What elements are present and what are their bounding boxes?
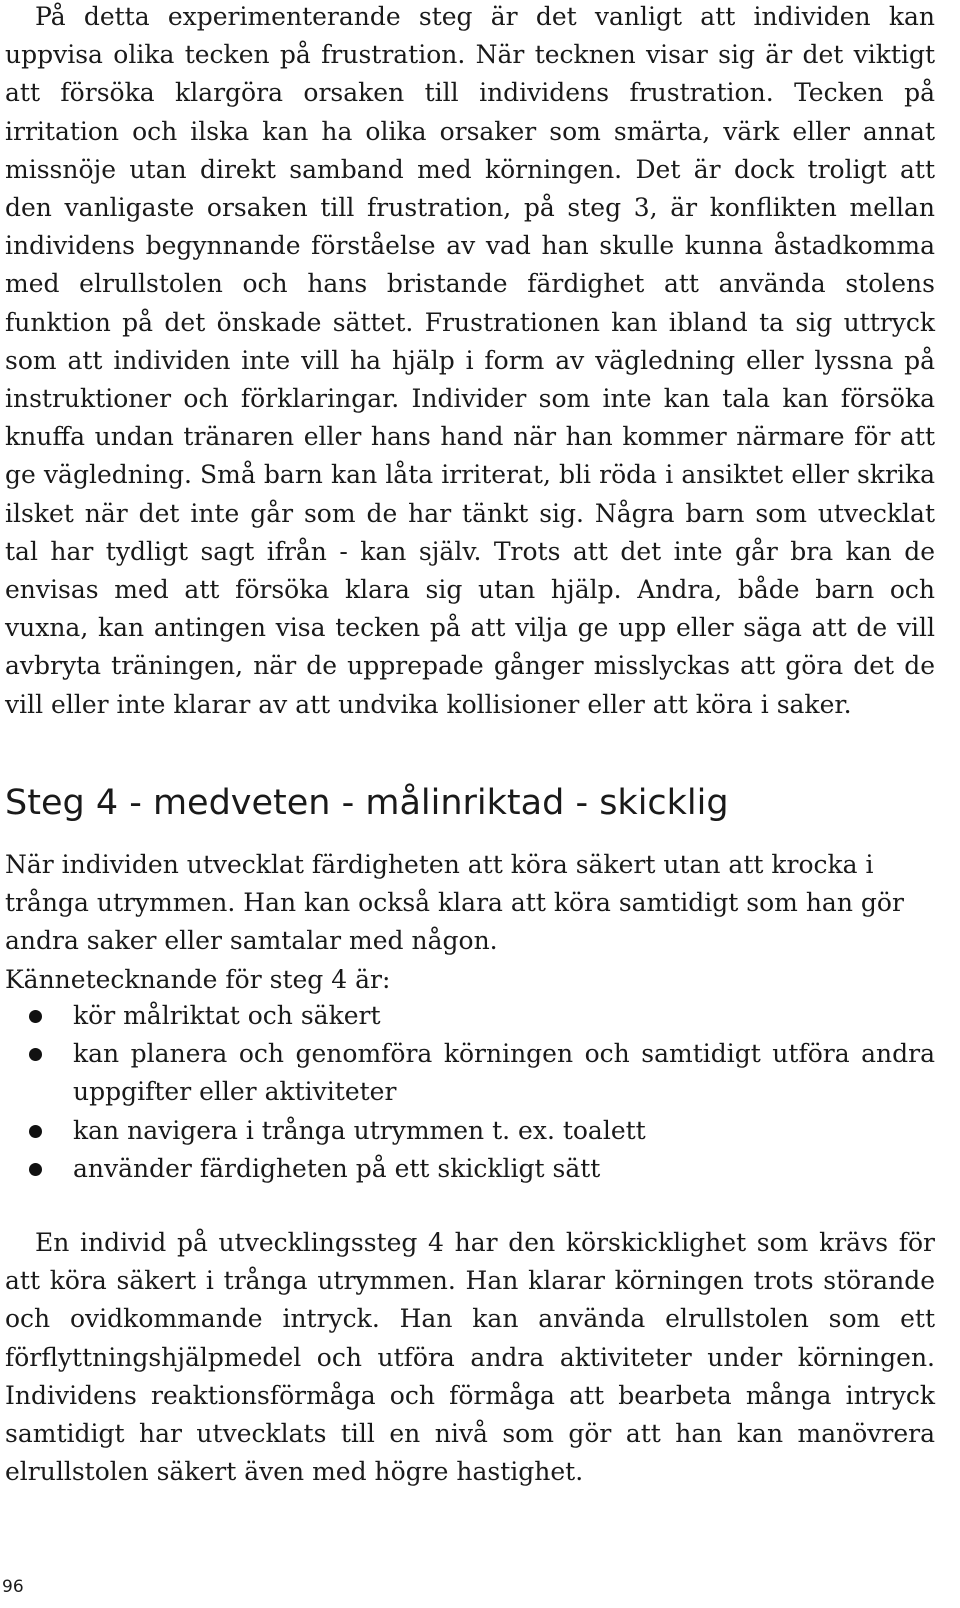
list-item (5, 1035, 935, 1111)
bullet-icon (29, 1010, 42, 1023)
list-item-text: kör målriktat och säkert (73, 1001, 381, 1030)
bullet-icon (29, 1125, 42, 1138)
body-paragraph-steg-4-summary: En individ på utvecklingssteg 4 har den körskicklighet som krävs för att köra säkert i trånga utrymmen. Han klarar körningen trots störande och ovidkommande intryck. Han kan använda elrullstolen som ett förflyttningshjälpmedel och utföra andra aktiviteter under körningen. Individens reaktionsförmåga och förmåga att bearbeta många intryck samtidigt har utvecklats till en nivå som gör att han kan manövrera elrullstolen säkert även med högre hastighet. (5, 1228, 935, 1487)
list-item (5, 1150, 935, 1188)
list-item (5, 997, 935, 1035)
list-item-text: kan planera och genomföra körningen och samtidigt utföra andra uppgifter eller aktiviteter (73, 1039, 935, 1107)
section-heading-steg-4: Steg 4 - medveten - målinriktad - skicklig (5, 783, 729, 823)
list-item (5, 1112, 935, 1150)
page-number: 96 (2, 1577, 24, 1597)
body-paragraph-frustration: På detta experimenterande steg är det vanligt att individen kan uppvisa olika tecken på frustration. När tecknen visar sig är det viktigt att försöka klargöra orsaken till individens frustration. Tecken på irritation och ilska kan ha olika orsaker som smärta, värk eller annat missnöje utan direkt samband med körningen. Det är dock troligt att den vanligaste orsaken till frustration, på steg 3, är konflikten mellan individens begynnande förståelse av vad han skulle kunna åstadkomma med elrullstolen och hans bristande färdighet att använda stolens funktion på det önskade sättet. Frustrationen kan ibland ta sig uttryck som att individen inte vill ha hjälp i form av vägledning eller lyssna på instruktioner och förklaringar. Individer som inte kan tala kan försöka knuffa undan tränaren eller hans hand när han kommer närmare för att ge vägledning. Små barn kan låta irriterat, bli röda i ansiktet eller skrika ilsket när det inte går som de har tänkt sig. Några barn som utvecklat tal har tydligt sagt ifrån - kan själv. Trots att det inte går bra kan de envisas med att försöka klara sig utan hjälp. Andra, både barn och vuxna, kan antingen visa tecken på att vilja ge upp eller säga att de vill avbryta träningen, när de upprepade gånger misslyckas att göra det de vill eller inte klarar av att undvika kollisioner eller att köra i saker. (5, 2, 935, 719)
list-item-text: kan navigera i trånga utrymmen t. ex. toalett (73, 1115, 646, 1145)
bullet-icon (29, 1163, 42, 1176)
body-paragraph-steg-4-intro (5, 846, 935, 999)
paragraph-text: När individen utvecklat färdigheten att köra säkert utan att krocka i trånga utrymmen. Han kan också klara att köra samtidigt som han gör andra saker eller samtalar med någon. (5, 850, 904, 956)
bullet-icon (29, 1048, 42, 1061)
list-item-text: använder färdigheten på ett skickligt sätt (73, 1153, 601, 1183)
list-intro: Kännetecknande för steg 4 är: (5, 964, 391, 994)
characteristics-list (5, 997, 935, 1188)
